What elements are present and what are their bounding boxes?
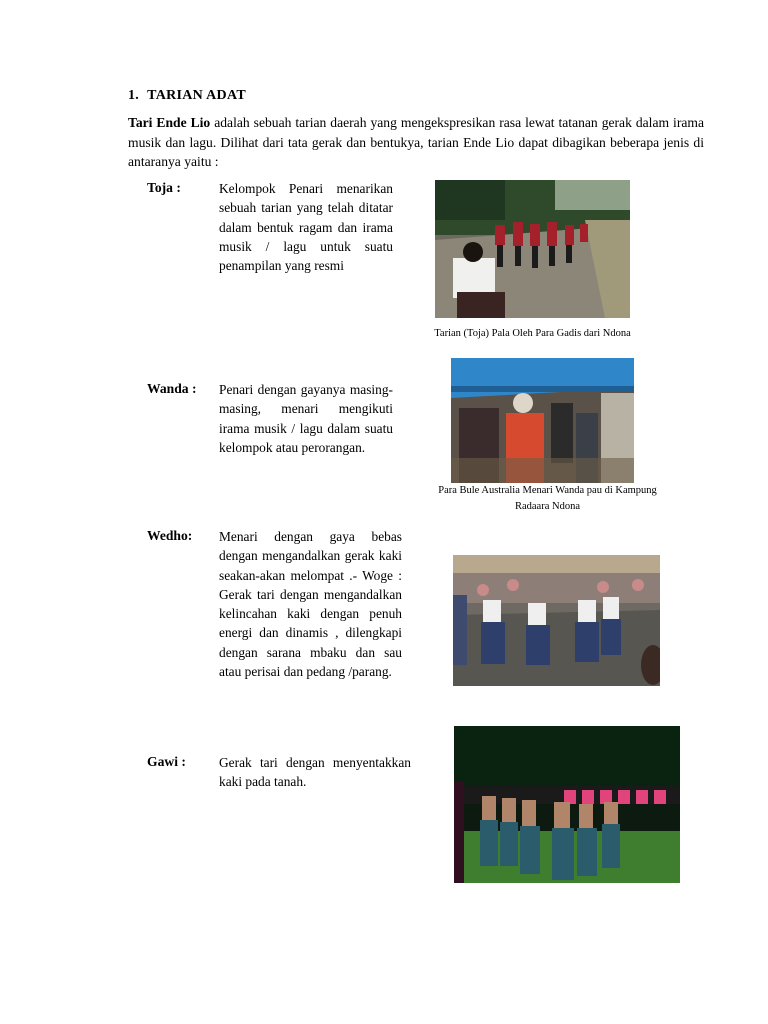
- gawi-dance-photo: [454, 726, 680, 883]
- term-wedho: Wedho:: [147, 528, 193, 543]
- caption-toja: Tarian (Toja) Pala Oleh Para Gadis dari Ndona: [434, 328, 631, 339]
- desc-wanda: Penari dengan gayanya masing-masing, menari mengikuti irama musik / lagu dalam suatu kelompok atau perorangan.: [219, 382, 393, 455]
- section-heading: [128, 88, 246, 104]
- desc-gawi: Gerak tari dengan menyentakkan kaki pada tanah.: [219, 755, 411, 790]
- intro-bold-lead: Tari Ende Lio: [128, 115, 211, 130]
- term-gawi: Gawi :: [147, 754, 186, 769]
- section-title: TARIAN ADAT: [147, 88, 246, 103]
- wedho-dance-photo: [453, 555, 660, 686]
- intro-paragraph: [128, 113, 704, 172]
- caption-wanda: Para Bule Australia Menari Wanda pau di Kampung Radaara Ndona: [438, 485, 657, 512]
- section-number: 1.: [128, 88, 140, 103]
- term-wanda: Wanda :: [147, 381, 197, 396]
- intro-text: adalah sebuah tarian daerah yang mengekspresikan rasa lewat tatanan gerak dalam irama musik dan lagu. Dilihat dari tata gerak dan bentukya, tarian Ende Lio dapat dibagikan beberapa jenis di antaranya yaitu :: [128, 115, 704, 170]
- desc-toja: Kelompok Penari menarikan sebuah tarian yang telah ditatar dalam bentuk ragam dan irama musik / lagu untuk suatu penampilan yang resmi: [219, 181, 393, 274]
- toja-dance-photo: [435, 180, 630, 318]
- term-toja: Toja :: [147, 180, 181, 195]
- desc-wedho: Menari dengan gaya bebas dengan mengandalkan gerak kaki seakan-akan melompat .- Woge : Gerak tari dengan mengandalkan kelincahan kaki dengan penuh energi dan dinamis , dilengkapi dengan sarana mbaku dan sau atau perisai dan pedang /parang.: [219, 529, 402, 680]
- wanda-dance-photo: [451, 358, 634, 483]
